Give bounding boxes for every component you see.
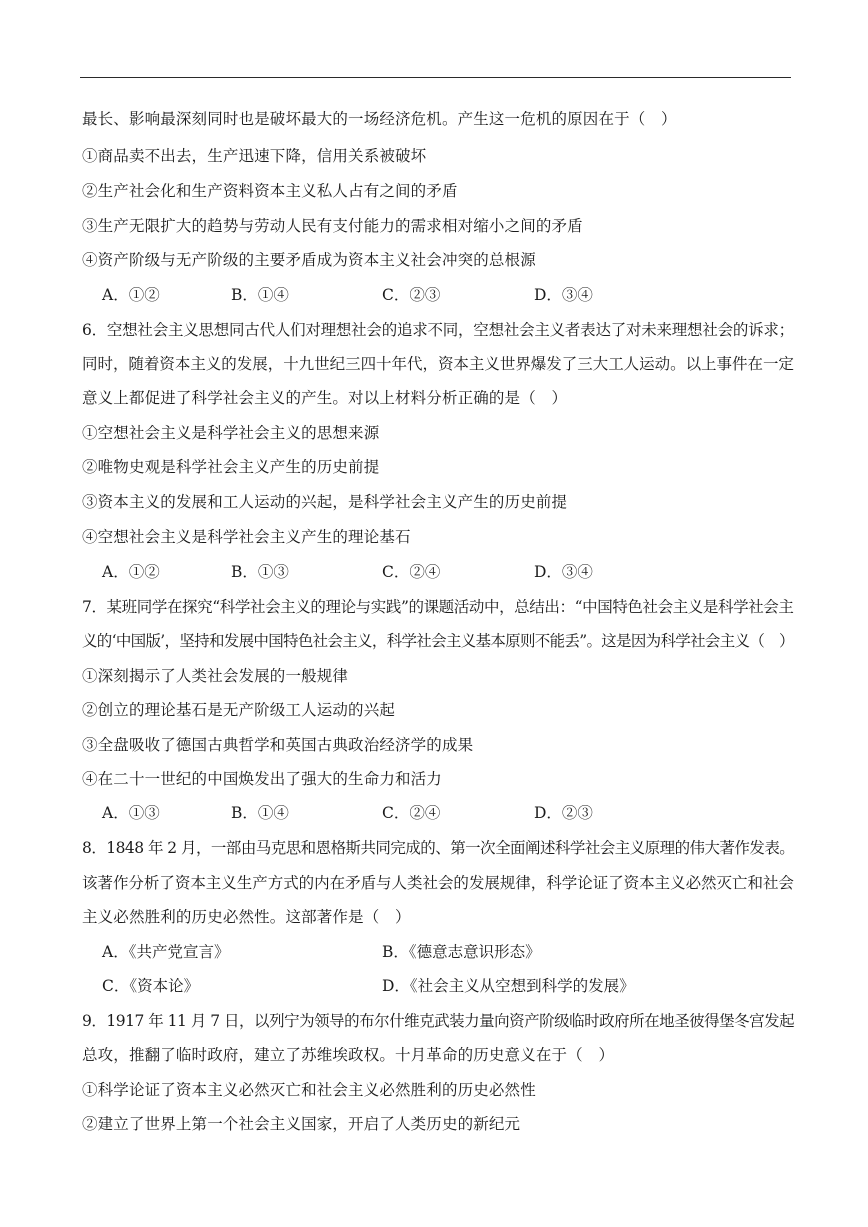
q9-item-1: ①科学论证了资本主义必然灭亡和社会主义必然胜利的历史必然性 bbox=[82, 1081, 536, 1099]
q6-item-1: ①空想社会主义是科学社会主义的思想来源 bbox=[82, 424, 380, 442]
q8-stem-line-1: 8．1848 年 2 月，一部由马克思和恩格斯共同完成的、第一次全面阐述科学社会主义原理的伟大著作发表。 bbox=[82, 839, 795, 857]
q6-item-4: ④空想社会主义是科学社会主义产生的理论基石 bbox=[82, 528, 411, 546]
q6-stem-line-1: 6．空想社会主义思想同古代人们对理想社会的追求不同，空想社会主义者表达了对未来理想社会的诉求； bbox=[82, 321, 794, 339]
q5-item-1: ①商品卖不出去，生产迅速下降，信用关系被破坏 bbox=[82, 147, 427, 165]
q6-option-c: C．②④ bbox=[382, 563, 441, 581]
q5-option-d: D．③④ bbox=[534, 286, 593, 304]
q5-stem: 最长、影响最深刻同时也是破坏最大的一场经济危机。产生这一危机的原因在于（ ） bbox=[82, 110, 677, 128]
q9-stem-line-2: 总攻，推翻了临时政府，建立了苏维埃政权。十月革命的历史意义在于（ ） bbox=[82, 1046, 615, 1064]
q6-option-d: D．③④ bbox=[534, 563, 593, 581]
q8-option-a: A．《共产党宣言》 bbox=[102, 943, 230, 961]
header-rule bbox=[80, 77, 791, 78]
q5-item-3: ③生产无限扩大的趋势与劳动人民有支付能力的需求相对缩小之间的矛盾 bbox=[82, 217, 583, 235]
q5-option-a: A．①② bbox=[102, 286, 160, 304]
q7-option-a: A．①③ bbox=[102, 804, 160, 822]
q7-item-2: ②创立的理论基石是无产阶级工人运动的兴起 bbox=[82, 701, 396, 719]
q5-option-b: B．①④ bbox=[231, 286, 289, 304]
q5-item-2: ②生产社会化和生产资料资本主义私人占有之间的矛盾 bbox=[82, 182, 458, 200]
q8-option-d: D．《社会主义从空想到科学的发展》 bbox=[382, 977, 635, 995]
q9-item-2: ②建立了世界上第一个社会主义国家，开启了人类历史的新纪元 bbox=[82, 1115, 521, 1133]
q5-item-4: ④资产阶级与无产阶级的主要矛盾成为资本主义社会冲突的总根源 bbox=[82, 251, 536, 269]
q7-stem-line-2: 义的‘中国版’，坚持和发展中国特色社会主义，科学社会主义基本原则不能丢”。这是因为科学社会主义（ ） bbox=[82, 632, 794, 650]
q6-stem-line-3: 意义上都促进了科学社会主义的产生。对以上材料分析正确的是（ ） bbox=[82, 389, 568, 407]
q8-stem-line-2: 该著作分析了资本主义生产方式的内在矛盾与人类社会的发展规律，科学论证了资本主义必然灭亡和社会 bbox=[82, 874, 794, 892]
q6-option-b: B．①③ bbox=[231, 563, 289, 581]
q7-stem-line-1: 7．某班同学在探究“科学社会主义的理论与实践”的课题活动中，总结出：“中国特色社会主义是科学社会主 bbox=[82, 598, 794, 616]
q7-item-3: ③全盘吸收了德国古典哲学和英国古典政治经济学的成果 bbox=[82, 736, 474, 754]
q5-option-c: C．②③ bbox=[382, 286, 441, 304]
q8-option-b: B．《德意志意识形态》 bbox=[382, 943, 541, 961]
q6-item-3: ③资本主义的发展和工人运动的兴起，是科学社会主义产生的历史前提 bbox=[82, 493, 568, 511]
q7-option-c: C．②④ bbox=[382, 804, 441, 822]
q8-stem-line-3: 主义必然胜利的历史必然性。这部著作是（ ） bbox=[82, 908, 411, 926]
q6-item-2: ②唯物史观是科学社会主义产生的历史前提 bbox=[82, 458, 380, 476]
q6-option-a: A．①② bbox=[102, 563, 160, 581]
q9-stem-line-1: 9．1917 年 11 月 7 日，以列宁为领导的布尔什维克武装力量向资产阶级临时政府所在地圣彼得堡冬宫发起 bbox=[82, 1012, 795, 1030]
q7-item-1: ①深刻揭示了人类社会发展的一般规律 bbox=[82, 667, 349, 685]
q7-item-4: ④在二十一世纪的中国焕发出了强大的生命力和活力 bbox=[82, 770, 442, 788]
q7-option-d: D．②③ bbox=[534, 804, 593, 822]
q6-stem-line-2: 同时，随着资本主义的发展，十九世纪三四十年代，资本主义世界爆发了三大工人运动。以上事件在一定 bbox=[82, 355, 794, 373]
q7-option-b: B．①④ bbox=[231, 804, 289, 822]
q8-option-c: C．《资本论》 bbox=[102, 977, 200, 995]
